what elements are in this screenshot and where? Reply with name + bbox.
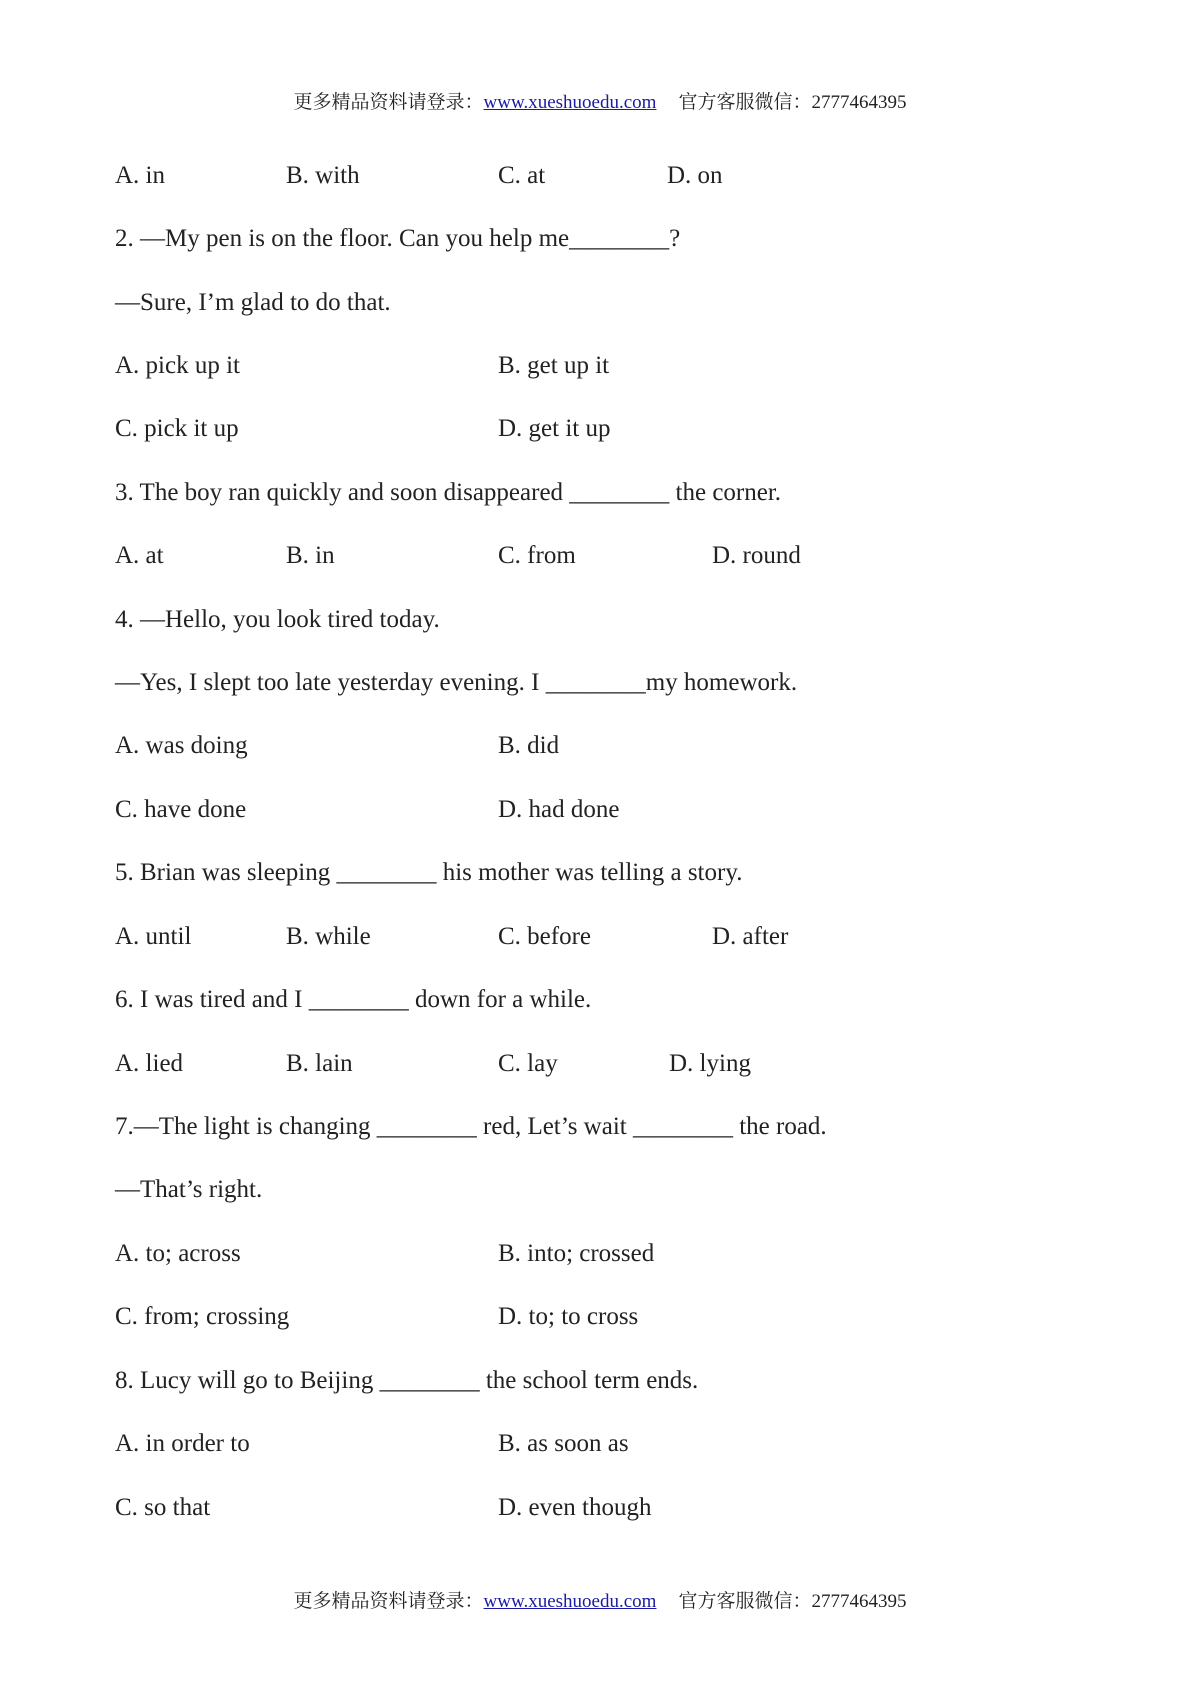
q6-option-d: D. lying <box>669 1050 751 1077</box>
q3-option-c: C. from <box>498 542 576 569</box>
q2-reply: —Sure, I’m glad to do that. <box>115 289 391 316</box>
q5-option-c: C. before <box>498 923 592 950</box>
q1-option-a: A. in <box>115 162 165 189</box>
q4-option-d: D. had done <box>498 796 620 823</box>
q2-option-a: A. pick up it <box>115 352 240 379</box>
q2-option-c: C. pick it up <box>115 415 239 442</box>
q8-option-b: B. as soon as <box>498 1430 629 1457</box>
q7-option-c: C. from; crossing <box>115 1303 290 1330</box>
q7-reply: —That’s right. <box>115 1176 263 1203</box>
q3-option-b: B. in <box>286 542 335 569</box>
q1-option-c: C. at <box>498 162 546 189</box>
q2-option-b: B. get up it <box>498 352 610 379</box>
q7-option-b: B. into; crossed <box>498 1240 655 1267</box>
q4-stem: 4. —Hello, you look tired today. <box>115 606 440 633</box>
q3-option-a: A. at <box>115 542 164 569</box>
q8-option-a: A. in order to <box>115 1430 250 1457</box>
q3-option-d: D. round <box>712 542 801 569</box>
q8-option-c: C. so that <box>115 1494 211 1521</box>
q4-option-c: C. have done <box>115 796 247 823</box>
q2-option-d: D. get it up <box>498 415 611 442</box>
footer-prefix: 更多精品资料请登录： <box>293 1591 484 1612</box>
q5-option-a: A. until <box>115 923 192 950</box>
q6-stem: 6. I was tired and I ________ down for a while. <box>115 986 592 1013</box>
footer-link[interactable]: www.xueshuoedu.com <box>483 1591 657 1612</box>
q3-stem: 3. The boy ran quickly and soon disappeared ________ the corner. <box>115 479 782 506</box>
footer-service: 官方客服微信：2777464395 <box>678 1591 907 1612</box>
q7-option-a: A. to; across <box>115 1240 241 1267</box>
header-banner <box>0 87 1200 114</box>
q6-option-a: A. lied <box>115 1050 184 1077</box>
q1-option-b: B. with <box>286 162 360 189</box>
q2-stem: 2. —My pen is on the floor. Can you help me________? <box>115 225 681 252</box>
q4-option-b: B. did <box>498 732 560 759</box>
q5-stem: 5. Brian was sleeping ________ his mother was telling a story. <box>115 859 743 886</box>
q8-stem: 8. Lucy will go to Beijing ________ the school term ends. <box>115 1367 699 1394</box>
q7-stem: 7.—The light is changing ________ red, Let’s wait ________ the road. <box>115 1113 827 1140</box>
footer-banner <box>0 1586 1200 1613</box>
q5-option-b: B. while <box>286 923 371 950</box>
q4-reply: —Yes, I slept too late yesterday evening. I ________my homework. <box>115 669 798 696</box>
q7-option-d: D. to; to cross <box>498 1303 639 1330</box>
header-link[interactable]: www.xueshuoedu.com <box>483 92 657 113</box>
q1-option-d: D. on <box>667 162 723 189</box>
q4-option-a: A. was doing <box>115 732 248 759</box>
q8-option-d: D. even though <box>498 1494 652 1521</box>
q6-option-b: B. lain <box>286 1050 353 1077</box>
q6-option-c: C. lay <box>498 1050 558 1077</box>
q5-option-d: D. after <box>712 923 789 950</box>
header-service: 官方客服微信：2777464395 <box>678 92 907 113</box>
header-prefix: 更多精品资料请登录： <box>293 92 484 113</box>
